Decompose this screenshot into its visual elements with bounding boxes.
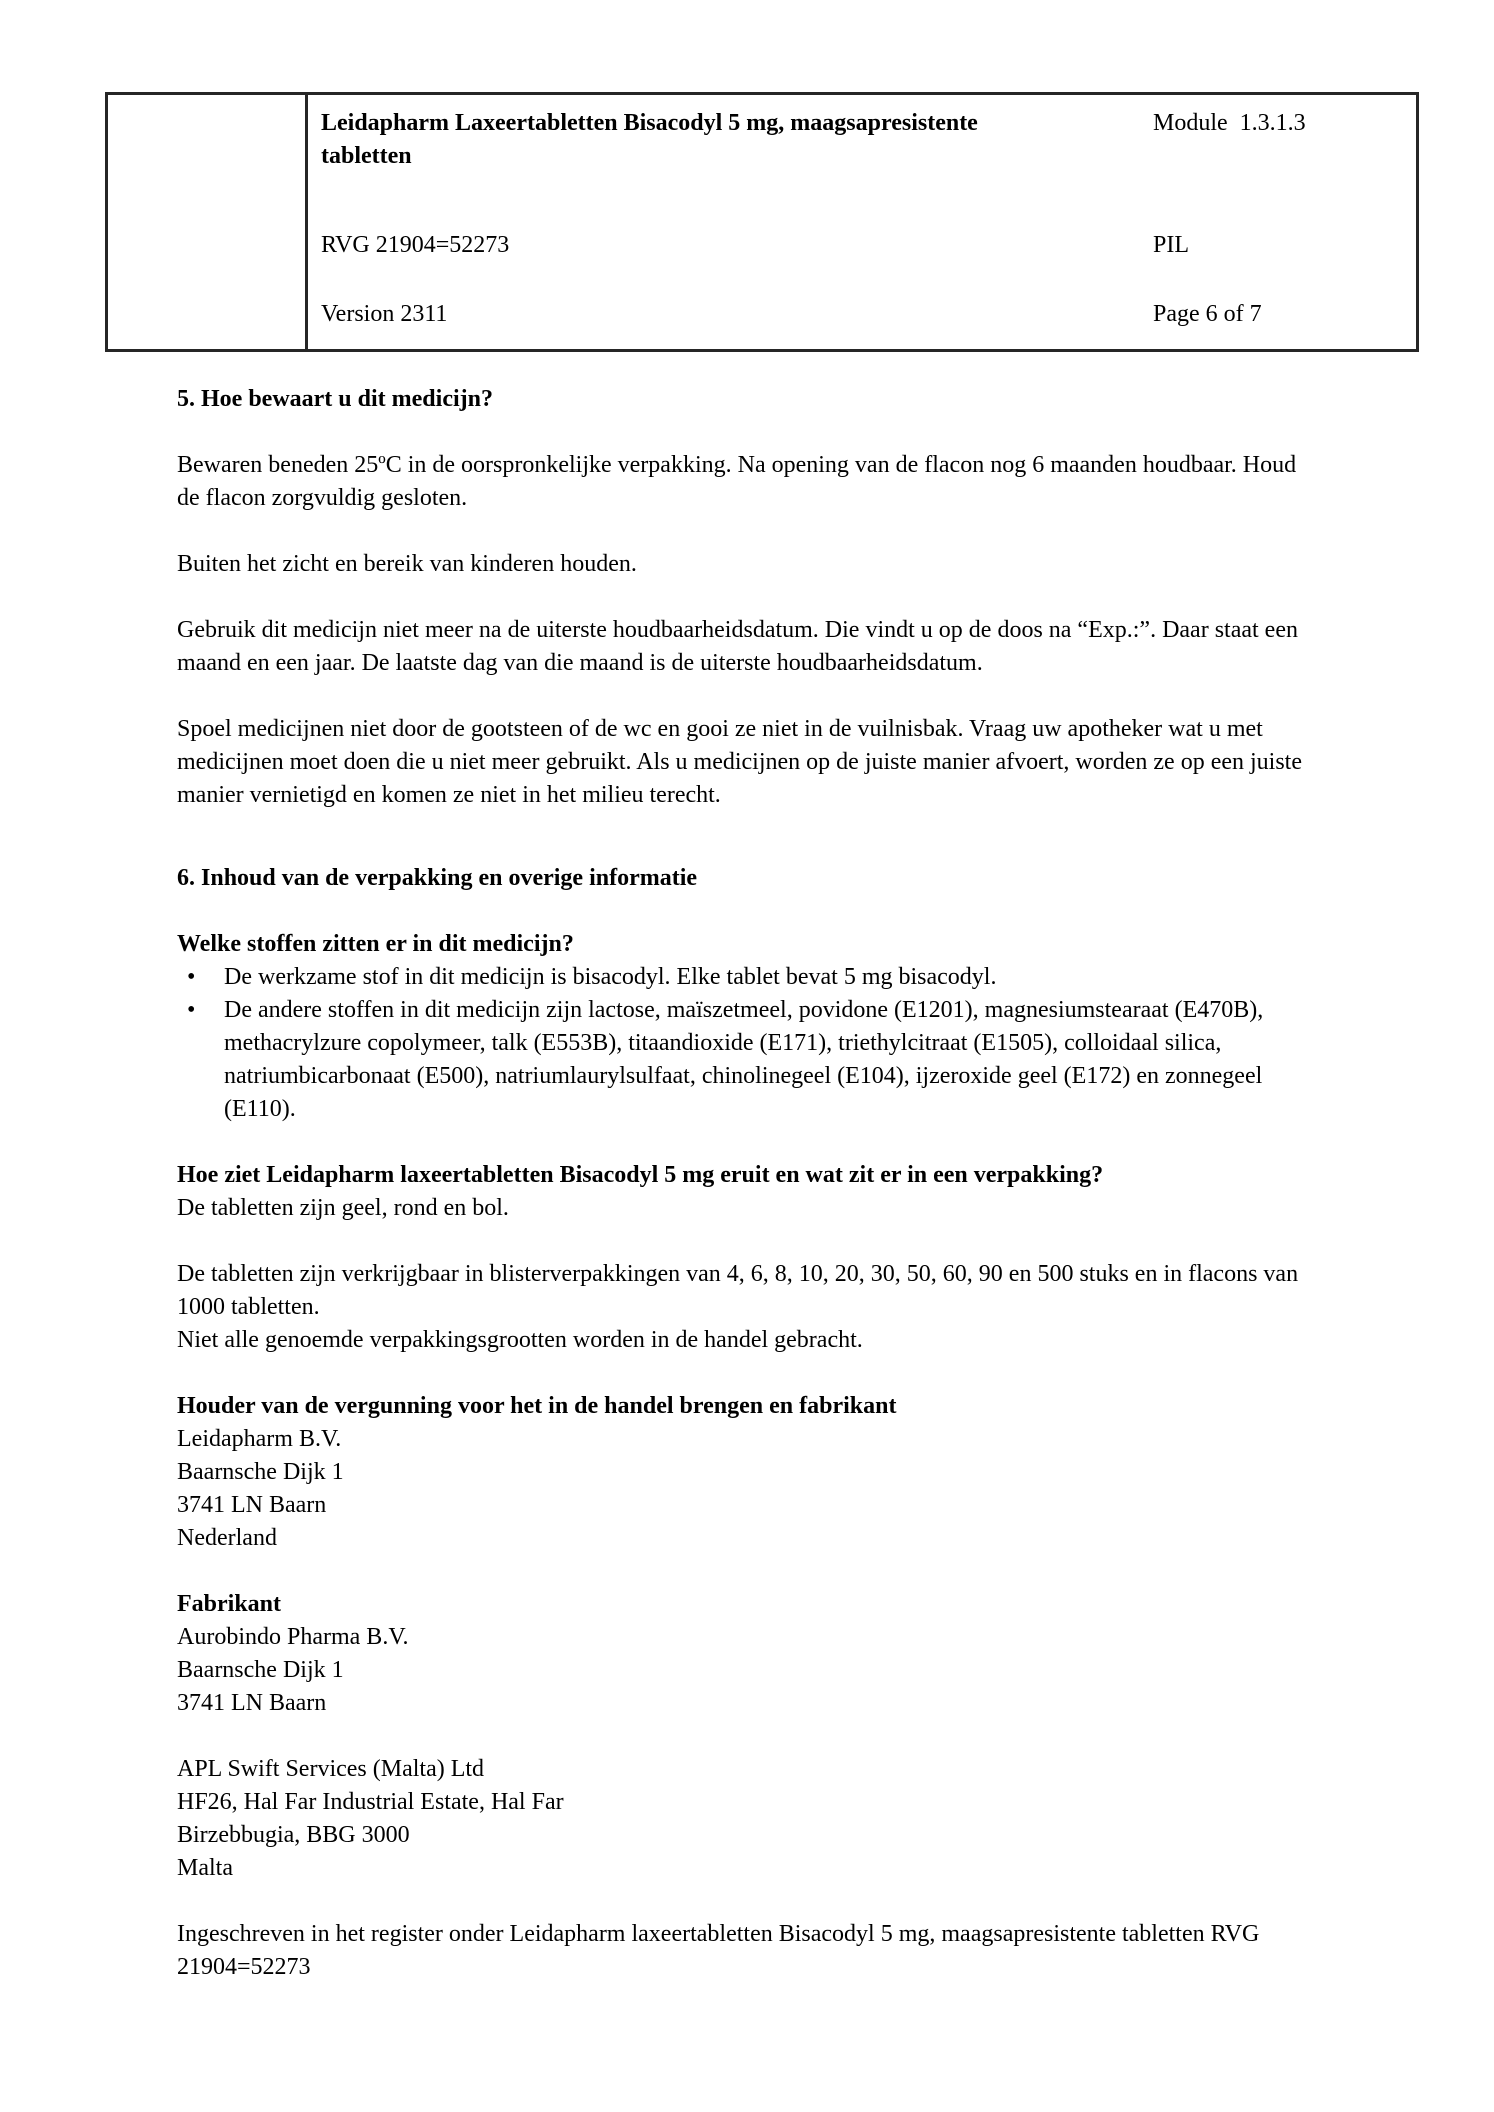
manufacturer2-line-city: Birzebbugia, BBG 3000 <box>177 1822 410 1848</box>
pack-sizes-text: De tabletten zijn verkrijgbaar in blisterverpakkingen van 4, 6, 8, 10, 20, 30, 50, 60, 90 en 500 stuks en in flacons van 1000 tabletten. <box>177 1261 1299 1320</box>
header-row-title <box>321 107 1402 173</box>
ingredients-list <box>177 961 1320 1126</box>
manufacturer1-line-street: Baarnsche Dijk 1 <box>177 1657 344 1683</box>
ingredient-item-active-text: De werkzame stof in dit medicijn is bisacodyl. Elke tablet bevat 5 mg bisacodyl. <box>224 964 997 990</box>
register-text: Ingeschreven in het register onder Leidapharm laxeertabletten Bisacodyl 5 mg, maagsapresistente tabletten RVG 21904=52273 <box>177 1921 1260 1980</box>
appearance-heading: Hoe ziet Leidapharm laxeertabletten Bisacodyl 5 mg eruit en wat zit er in een verpakking? <box>177 1162 1104 1188</box>
manufacturer1-line-city: 3741 LN Baarn <box>177 1690 327 1716</box>
mah-heading: Houder van de vergunning voor het in de handel brengen en fabrikant <box>177 1393 897 1419</box>
ingredient-item-other <box>177 994 1320 1126</box>
storage-paragraph-3: Gebruik dit medicijn niet meer na de uiterste houdbaarheidsdatum. Die vindt u op de doos na “Exp.:”. Daar staat een maand en een jaar. De laatste dag van die maand is de uiterste houdbaarheidsdatum. <box>177 617 1298 676</box>
manufacturer2-line-country: Malta <box>177 1855 233 1881</box>
storage-paragraph-4: Spoel medicijnen niet door de gootsteen of de wc en gooi ze niet in de vuilnisbak. Vraag uw apotheker wat u met medicijnen moet doen die u niet meer gebruikt. Als u medicijnen op de juiste manier afvoert, worden ze op een juiste manier vernietigd en komen ze niet in het milieu terecht. <box>177 716 1302 808</box>
rvg-number: RVG 21904=52273 <box>321 232 510 258</box>
ingredients-heading: Welke stoffen zitten er in dit medicijn? <box>177 931 574 957</box>
header-row-rvg <box>321 229 1402 262</box>
header-table <box>105 92 1419 352</box>
storage-paragraph-1: Bewaren beneden 25ºC in de oorspronkelijke verpakking. Na opening van de flacon nog 6 maanden houdbaar. Houd de flacon zorgvuldig gesloten. <box>177 452 1297 511</box>
document-body <box>177 383 1320 2017</box>
page-number: Page 6 of 7 <box>1153 301 1262 327</box>
section-5-heading: 5. Hoe bewaart u dit medicijn? <box>177 386 493 412</box>
ingredient-item-active <box>177 961 1320 994</box>
manufacturer2-line-street: HF26, Hal Far Industrial Estate, Hal Far <box>177 1789 564 1815</box>
bullet-icon: • <box>187 997 196 1023</box>
manufacturer-block-1 <box>177 1588 1320 1720</box>
mah-line-name: Leidapharm B.V. <box>177 1426 342 1452</box>
mah-line-city: 3741 LN Baarn <box>177 1492 327 1518</box>
header-row-version <box>321 298 1402 331</box>
appearance-text: De tabletten zijn geel, rond en bol. <box>177 1195 509 1221</box>
product-title: Leidapharm Laxeertabletten Bisacodyl 5 mg, maagsapresistente tabletten <box>321 110 978 169</box>
header-empty-cell <box>108 95 308 349</box>
mah-block <box>177 1390 1320 1555</box>
module-reference: Module 1.3.1.3 <box>1153 110 1306 136</box>
manufacturer-heading: Fabrikant <box>177 1591 282 1617</box>
ingredient-item-other-text: De andere stoffen in dit medicijn zijn lactose, maïszetmeel, povidone (E1201), magnesiumstearaat (E470B), methacrylzure copolymeer, talk (E553B), titaandioxide (E171), triethylcitraat (E1505), colloidaal silica, natriumbicarbonaat (E500), natriumlaurylsulfaat, chinolinegeel (E104), ijzeroxide geel (E172) en zonnegeel (E110). <box>224 997 1264 1122</box>
mah-line-country: Nederland <box>177 1525 277 1551</box>
document-type: PIL <box>1153 232 1189 258</box>
pack-note-text: Niet alle genoemde verpakkingsgrootten worden in de handel gebracht. <box>177 1327 863 1353</box>
bullet-icon: • <box>187 964 196 990</box>
manufacturer-block-2 <box>177 1753 1320 1885</box>
header-content-cell <box>308 95 1416 349</box>
mah-line-street: Baarnsche Dijk 1 <box>177 1459 344 1485</box>
storage-paragraph-2: Buiten het zicht en bereik van kinderen houden. <box>177 551 637 577</box>
manufacturer1-line-name: Aurobindo Pharma B.V. <box>177 1624 409 1650</box>
section-6-heading: 6. Inhoud van de verpakking en overige informatie <box>177 865 698 891</box>
version-label: Version 2311 <box>321 301 448 327</box>
manufacturer2-line-name: APL Swift Services (Malta) Ltd <box>177 1756 485 1782</box>
